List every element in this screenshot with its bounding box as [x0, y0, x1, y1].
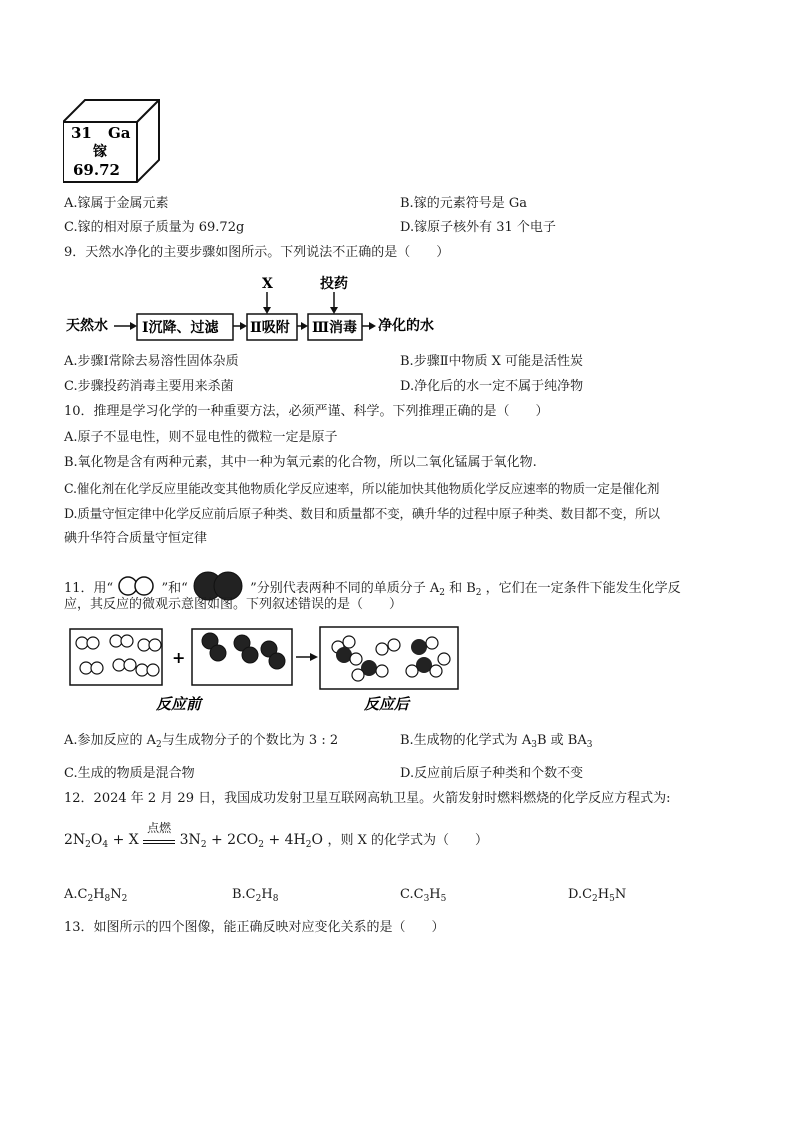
q8-option-b: B.镓的元素符号是 Ga [400, 196, 527, 211]
element-symbol: Ga [108, 124, 131, 142]
q12-option-a: $A.C_2H_8N_2$ [64, 887, 128, 904]
q12-option-d: $D.C_2H_5N$ [568, 887, 627, 904]
q12-option-c: $C.C_3H_5$ [400, 887, 447, 904]
q11-option-b: B.生成物的化学式为 $A_3B$ 或 $BA_3$ [400, 733, 593, 750]
q10-option-b: B.氧化物是含有两种元素，其中一种为氧元素的化合物，所以二氧化锰属于氧化物. [64, 455, 537, 470]
element-card [63, 98, 163, 188]
molecule-a2-icon [117, 574, 157, 598]
q12-equation: $2N_2O_4 + X$ 点燃 $3N_2 + 2CO_2 + 4H_2O$ ，则 X 的化学式为（ ） [64, 821, 488, 850]
q12-option-b: $B.C_2H_8$ [232, 887, 279, 904]
diagram-step2: Ⅱ吸附 [250, 320, 290, 336]
q10-stem: 10．推理是学习化学的一种重要方法，必须严谨、科学。下列推理正确的是（ ） [64, 404, 549, 419]
q11-stem-line2: 应，其反应的微观示意图如图。下列叙述错误的是（ ） [64, 597, 403, 612]
q11-stem-line1: 11．用“ ”和“ ”分别代表两种不同的单质分子 $A_2$ 和 $B_2$ ，它们在一定条件下能发生化学反 [64, 569, 681, 603]
q9-option-c: C.步骤投药消毒主要用来杀菌 [64, 379, 234, 394]
q9-option-d: D.净化后的水一定不属于纯净物 [400, 379, 584, 394]
after-label: 反应后 [364, 695, 410, 713]
q9-option-b: B.步骤Ⅱ中物质 X 可能是活性炭 [400, 354, 584, 369]
q11-option-d: D.反应前后原子种类和个数不变 [400, 766, 584, 781]
element-number: 31 [71, 124, 92, 142]
q8-option-c: C.镓的相对原子质量为 69.72g [64, 220, 245, 235]
water-purification-diagram [64, 272, 464, 352]
q9-option-a: A.步骤Ⅰ常除去易溶性固体杂质 [64, 354, 239, 369]
q9-stem: 9．天然水净化的主要步骤如图所示。下列说法不正确的是（ ） [64, 245, 450, 260]
q8-option-d: D.镓原子核外有 31 个电子 [400, 220, 556, 235]
diagram-output-label: 净化的水 [378, 318, 434, 334]
q11-option-a: A.参加反应的 $A_2$与生成物分子的个数比为 3 : 2 [64, 733, 339, 750]
q10-option-c: C.催化剂在化学反应里能改变其他物质化学反应速率，所以能加快其他物质化学反应速率的物质一定是催化剂 [64, 481, 660, 496]
q8-option-a: A.镓属于金属元素 [64, 196, 169, 211]
diagram-x-label: X [262, 276, 273, 292]
q10-option-a: A.原子不显电性，则不显电性的微粒一定是原子 [64, 430, 338, 445]
q13-stem: 13．如图所示的四个图像，能正确反映对应变化关系的是（ ） [64, 920, 445, 935]
q12-stem: 12．2024 年 2 月 29 日，我国成功发射卫星互联网高轨卫星。火箭发射时燃料燃烧的化学反应方程式为: [64, 791, 671, 806]
diagram-step3: Ⅲ消毒 [312, 320, 358, 336]
reaction-micro-diagram [64, 623, 464, 723]
diagram-input-label: 天然水 [66, 318, 108, 334]
plus-sign: + [172, 648, 186, 667]
q11-option-c: C.生成的物质是混合物 [64, 766, 195, 781]
element-name: 镓 [93, 144, 107, 160]
diagram-step1: Ⅰ沉降、过滤 [142, 320, 219, 336]
q10-option-d-cont: 碘升华符合质量守恒定律 [64, 531, 208, 546]
diagram-drug-label: 投药 [320, 276, 348, 292]
reaction-condition: 点燃 [147, 821, 172, 835]
element-mass: 69.72 [73, 161, 120, 179]
q10-option-d: D.质量守恒定律中化学反应前后原子种类、数目和质量都不变，碘升华的过程中原子种类、数目都不变，所以 [64, 506, 660, 521]
before-label: 反应前 [156, 695, 202, 713]
